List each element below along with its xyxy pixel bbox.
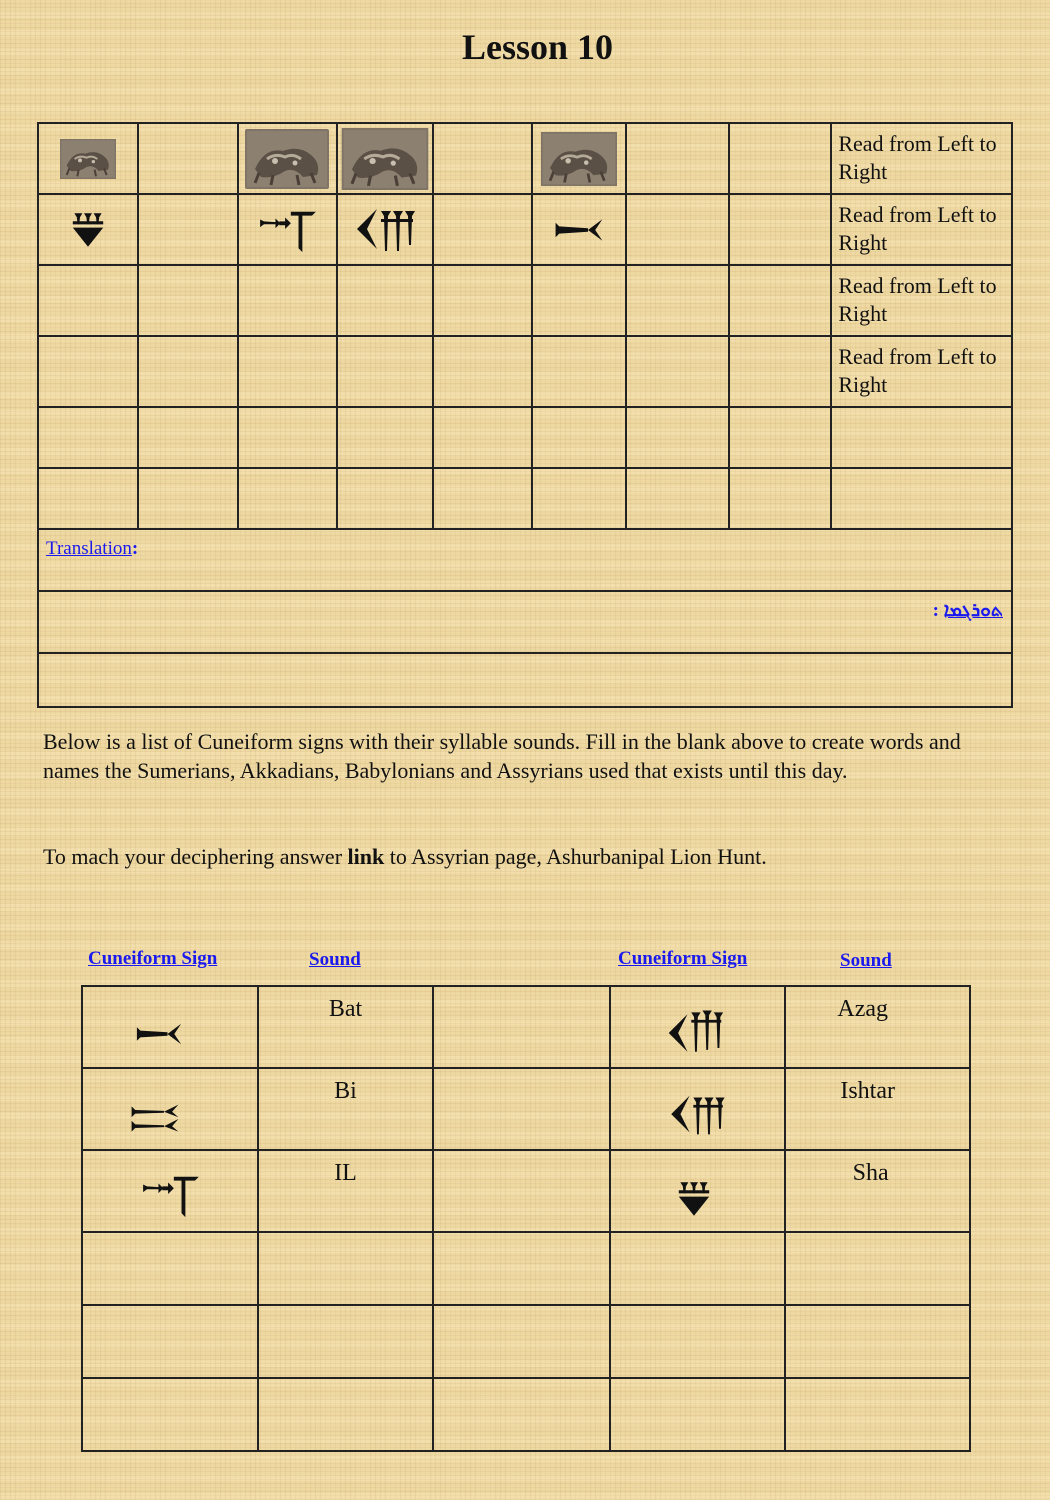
lion-tablet-icon <box>60 129 116 189</box>
read-direction-label: Read from Left to Right <box>831 123 1012 194</box>
sign-cell <box>82 986 258 1068</box>
link-paragraph <box>43 843 1003 872</box>
sound-cell: Sha <box>785 1150 970 1232</box>
blank-row <box>82 1232 970 1305</box>
blank-row <box>38 407 1012 468</box>
blank-cell[interactable] <box>610 1305 786 1378</box>
blank-cell[interactable] <box>38 336 138 407</box>
blank-cell[interactable] <box>38 468 138 529</box>
sound-cell: Azag <box>785 986 970 1068</box>
blank-cell[interactable] <box>138 407 238 468</box>
blank-cell[interactable] <box>532 265 626 336</box>
blank-cell[interactable] <box>337 468 433 529</box>
blank-cell[interactable] <box>82 1378 258 1451</box>
blank-cell[interactable] <box>258 1305 433 1378</box>
blank-cell[interactable] <box>532 336 626 407</box>
tablet-cell-4 <box>337 123 433 194</box>
blank-cell[interactable] <box>433 1232 609 1305</box>
blank-cell[interactable] <box>831 468 1012 529</box>
blank-row <box>38 336 1012 407</box>
sign-cell-6 <box>532 194 626 265</box>
sound-cell: Bat <box>258 986 433 1068</box>
translation-colon: : <box>131 538 139 559</box>
syriac-row <box>38 591 1012 653</box>
sign-row <box>82 1150 970 1232</box>
header-cuneiform-sign-right[interactable]: Cuneiform Sign <box>618 948 748 969</box>
blank-cell[interactable] <box>337 265 433 336</box>
blank-cell[interactable] <box>729 468 832 529</box>
lion-hunt-link[interactable]: link <box>347 844 385 869</box>
sign-cell-1 <box>38 194 138 265</box>
tablet-row <box>38 123 1012 194</box>
sha-sign-icon <box>674 1179 714 1219</box>
sign-row <box>82 986 970 1068</box>
blank-cell[interactable] <box>729 194 832 265</box>
blank-cell[interactable] <box>433 336 532 407</box>
spacer-cell <box>433 1150 609 1232</box>
blank-cell[interactable] <box>238 407 338 468</box>
blank-cell[interactable] <box>433 194 532 265</box>
read-direction-label: Read from Left to Right <box>831 265 1012 336</box>
sound-cell: Bi <box>258 1068 433 1150</box>
blank-cell[interactable] <box>433 265 532 336</box>
blank-cell[interactable] <box>82 1305 258 1378</box>
sha-sign-icon <box>68 210 108 250</box>
blank-cell[interactable] <box>238 336 338 407</box>
blank-cell[interactable] <box>138 468 238 529</box>
syriac-translation-link[interactable]: ܬܘܪܓܡܐ <box>943 600 1003 621</box>
lion-walking-icon <box>245 129 329 189</box>
blank-cell[interactable] <box>82 1232 258 1305</box>
blank-cell[interactable] <box>337 336 433 407</box>
blank-cell[interactable] <box>729 407 832 468</box>
header-cuneiform-sign-left[interactable]: Cuneiform Sign <box>88 948 218 969</box>
sign-row <box>82 1068 970 1150</box>
answer-cell[interactable] <box>38 653 1012 707</box>
translation-row <box>38 529 1012 591</box>
blank-cell[interactable] <box>38 407 138 468</box>
sign-reference-table <box>81 985 971 1452</box>
blank-cell[interactable] <box>785 1232 970 1305</box>
syriac-colon: : <box>932 600 939 621</box>
read-direction-label: Read from Left to Right <box>831 194 1012 265</box>
blank-cell[interactable] <box>610 1232 786 1305</box>
blank-row <box>38 265 1012 336</box>
blank-cell[interactable] <box>138 265 238 336</box>
il-sign-icon <box>139 1171 201 1219</box>
blank-cell[interactable] <box>138 123 238 194</box>
blank-cell[interactable] <box>433 1378 609 1451</box>
bi-sign-icon <box>127 1101 183 1137</box>
blank-cell[interactable] <box>626 468 729 529</box>
blank-cell[interactable] <box>337 407 433 468</box>
ishtar-sign-icon <box>353 205 417 255</box>
read-direction-label: Read from Left to Right <box>831 336 1012 407</box>
spacer-cell <box>433 1068 609 1150</box>
link-text-before: To mach your deciphering answer <box>43 844 348 869</box>
blank-cell[interactable] <box>610 1378 786 1451</box>
sound-cell: Ishtar <box>785 1068 970 1150</box>
sign-cell <box>82 1068 258 1150</box>
blank-cell[interactable] <box>238 468 338 529</box>
blank-row <box>38 468 1012 529</box>
blank-cell[interactable] <box>831 407 1012 468</box>
tablet-cell-1 <box>38 123 138 194</box>
blank-cell[interactable] <box>729 265 832 336</box>
blank-cell[interactable] <box>785 1378 970 1451</box>
ishtar-sign-icon <box>665 1092 729 1138</box>
answer-row <box>38 653 1012 707</box>
sign-cell <box>82 1150 258 1232</box>
blank-cell[interactable] <box>258 1232 433 1305</box>
sign-cell <box>610 1068 786 1150</box>
syriac-translation-cell[interactable] <box>38 591 1012 653</box>
lion-crouching-icon <box>541 129 617 189</box>
sign-cell-4 <box>337 194 433 265</box>
translation-link[interactable]: Translation <box>46 538 132 559</box>
blank-cell[interactable] <box>729 123 832 194</box>
blank-cell[interactable] <box>729 336 832 407</box>
header-sound-left[interactable]: Sound <box>309 949 361 970</box>
bat-sign-icon <box>133 1017 185 1051</box>
blank-cell[interactable] <box>626 407 729 468</box>
instructions-paragraph: Below is a list of Cuneiform signs with their syllable sounds. Fill in the blank above to create words and names the Sumerians, Akkadians, Babylonians and Assyrians used that exists until this day. <box>43 729 961 783</box>
azag-sign-icon <box>665 1008 725 1056</box>
blank-row <box>82 1305 970 1378</box>
sign-cell-3 <box>238 194 338 265</box>
blank-cell[interactable] <box>626 194 729 265</box>
header-sound-right[interactable]: Sound <box>840 950 892 971</box>
bat-sign-icon <box>552 212 606 248</box>
spacer-cell <box>433 986 609 1068</box>
blank-cell[interactable] <box>258 1378 433 1451</box>
blank-cell[interactable] <box>626 336 729 407</box>
blank-cell[interactable] <box>433 123 532 194</box>
blank-cell[interactable] <box>138 336 238 407</box>
blank-cell[interactable] <box>626 265 729 336</box>
blank-cell[interactable] <box>433 1305 609 1378</box>
tablet-cell-6 <box>532 123 626 194</box>
sign-row <box>38 194 1012 265</box>
blank-cell[interactable] <box>238 265 338 336</box>
blank-cell[interactable] <box>433 407 532 468</box>
blank-cell[interactable] <box>785 1305 970 1378</box>
tablet-cell-3 <box>238 123 338 194</box>
blank-cell[interactable] <box>433 468 532 529</box>
translation-cell[interactable] <box>38 529 1012 591</box>
blank-cell[interactable] <box>38 265 138 336</box>
blank-cell[interactable] <box>532 468 626 529</box>
sign-cell <box>610 1150 786 1232</box>
page-title: Lesson 10 <box>461 27 614 67</box>
practice-grid <box>37 122 1013 708</box>
blank-cell[interactable] <box>626 123 729 194</box>
sign-cell <box>610 986 786 1068</box>
link-text-after: to Assyrian page, Ashurbanipal Lion Hunt. <box>384 844 767 869</box>
sound-cell: IL <box>258 1150 433 1232</box>
blank-cell[interactable] <box>138 194 238 265</box>
lion-rearing-icon <box>340 128 430 190</box>
blank-cell[interactable] <box>532 407 626 468</box>
il-sign-icon <box>256 206 318 254</box>
blank-row <box>82 1378 970 1451</box>
